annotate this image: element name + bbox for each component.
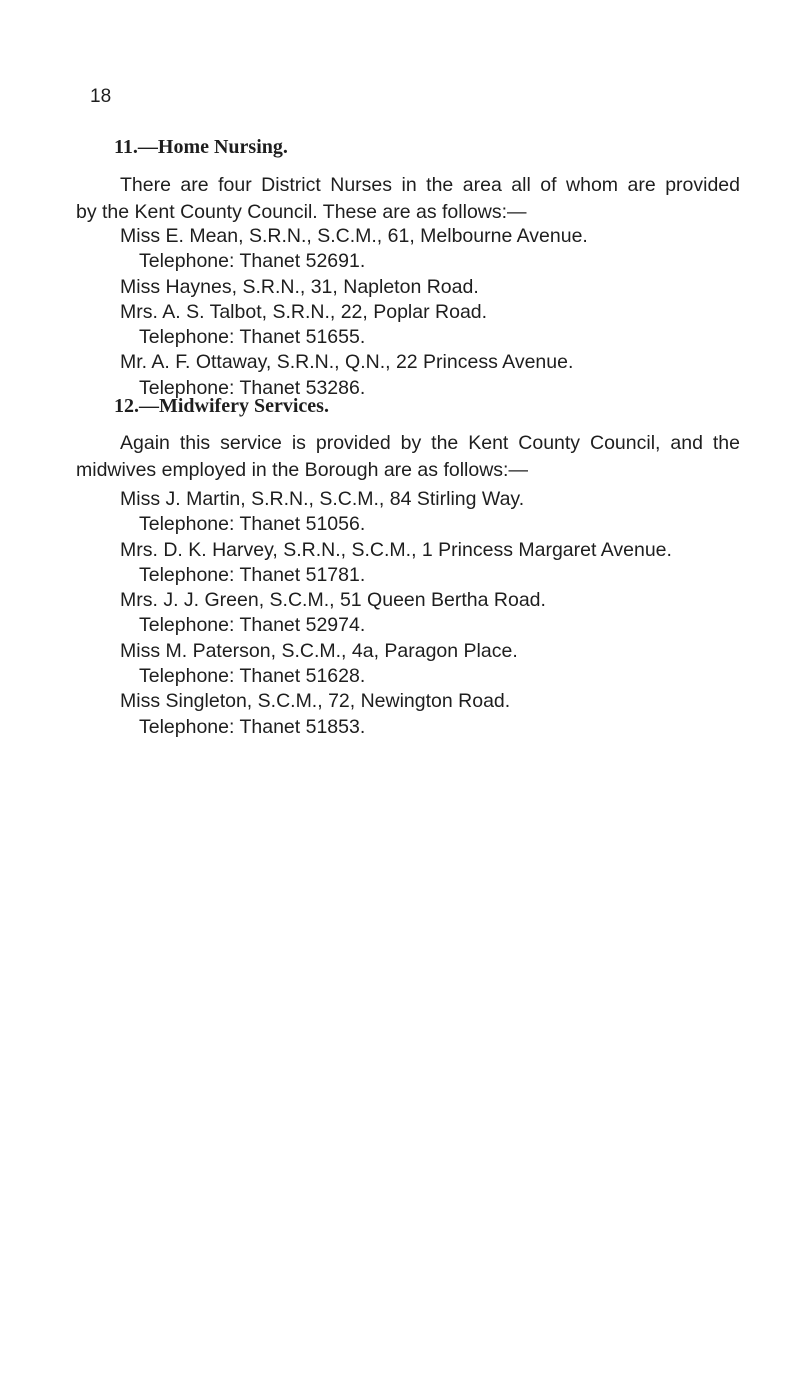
section-intro-home-nursing (76, 172, 740, 226)
intro-line: by the Kent County Council. These are as follows:— (76, 201, 527, 223)
nurse-entry: Mrs. A. S. Talbot, S.R.N., 22, Poplar Road. (120, 300, 488, 323)
midwife-entry: Miss M. Paterson, S.C.M., 4a, Paragon Place. (120, 639, 518, 662)
section-heading-midwifery-services: 12.—Midwifery Services. (114, 395, 329, 417)
section-heading-home-nursing: 11.—Home Nursing. (114, 136, 288, 158)
page-number: 18 (90, 86, 112, 107)
midwife-list (120, 487, 780, 740)
intro-line: Again this service is provided by the Kent County Council, and the (120, 432, 740, 454)
midwife-telephone: Telephone: Thanet 51781. (139, 563, 366, 586)
nurse-telephone: Telephone: Thanet 53286. (139, 376, 366, 399)
midwife-entry: Miss J. Martin, S.R.N., S.C.M., 84 Stirling Way. (120, 488, 525, 510)
midwife-entry: Mrs. D. K. Harvey, S.R.N., S.C.M., 1 Princess Margaret Avenue. (120, 538, 672, 561)
nurse-entry: Miss Haynes, S.R.N., 31, Napleton Road. (120, 275, 479, 298)
midwife-telephone: Telephone: Thanet 51056. (139, 513, 366, 536)
midwife-entry: Miss Singleton, S.C.M., 72, Newington Road. (120, 690, 511, 713)
nurse-telephone: Telephone: Thanet 52691. (139, 250, 366, 273)
midwife-entry: Mrs. J. J. Green, S.C.M., 51 Queen Bertha Road. (120, 589, 546, 612)
midwife-telephone: Telephone: Thanet 52974. (139, 614, 366, 637)
nurse-entry: Miss E. Mean, S.R.N., S.C.M., 61, Melbourne Avenue. (120, 225, 588, 247)
intro-line: There are four District Nurses in the area all of whom are provided (120, 174, 740, 196)
nurse-entry: Mr. A. F. Ottaway, S.R.N., Q.N., 22 Princess Avenue. (120, 351, 574, 374)
nurse-telephone: Telephone: Thanet 51655. (139, 326, 366, 349)
nurse-list (120, 224, 780, 401)
intro-line: midwives employed in the Borough are as follows:— (76, 459, 528, 481)
section-intro-midwifery (76, 430, 740, 484)
midwife-telephone: Telephone: Thanet 51628. (139, 665, 366, 688)
midwife-telephone: Telephone: Thanet 51853. (139, 715, 366, 738)
